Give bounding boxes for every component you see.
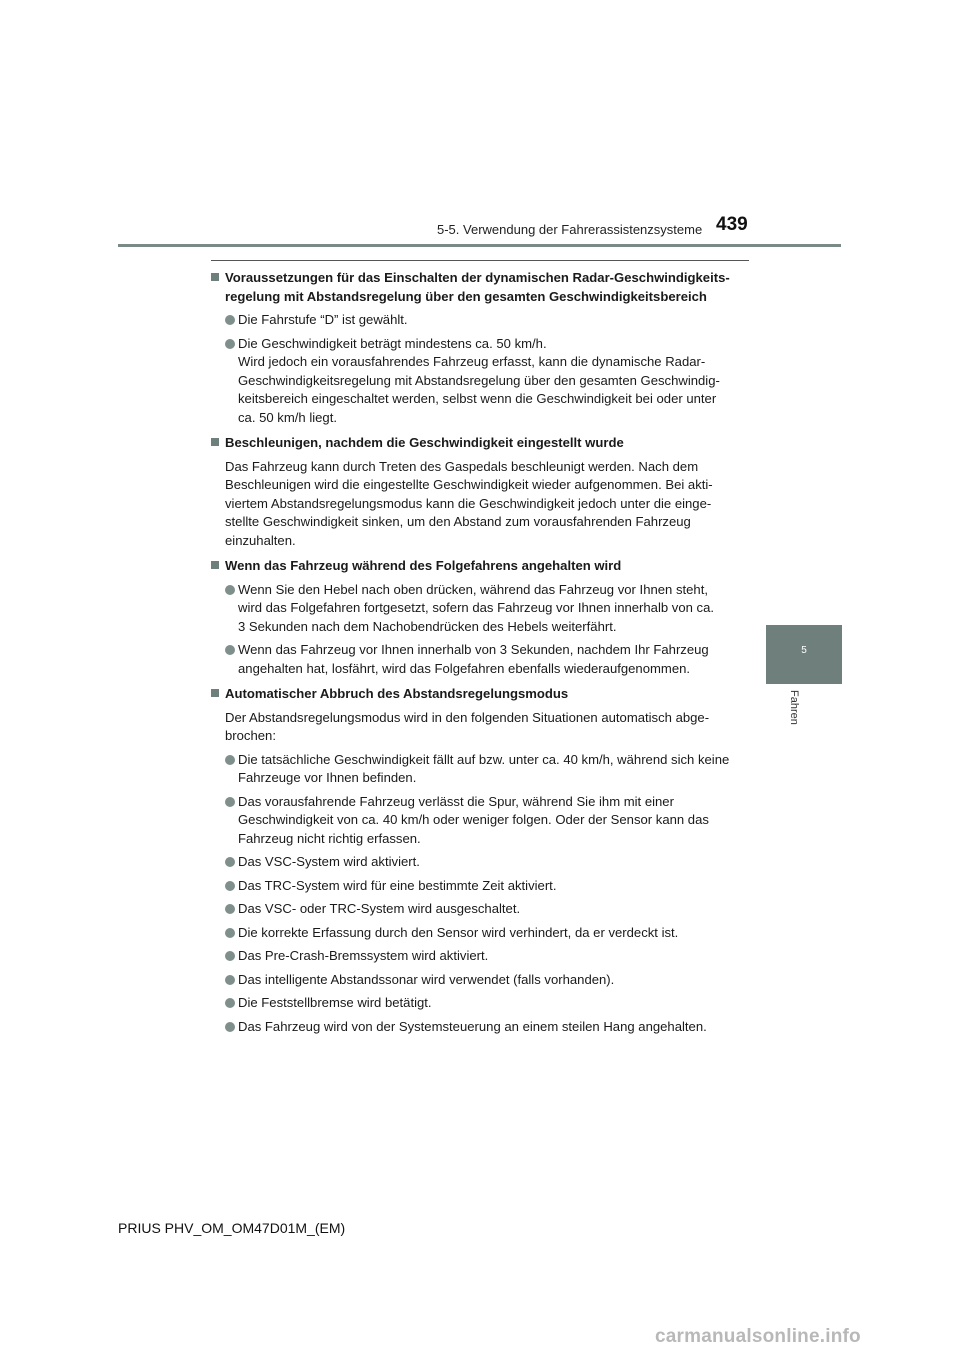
paragraph-line: Der Abstandsregelungsmodus wird in den folgenden Situationen automatisch abge- xyxy=(225,709,710,725)
bullet-dot-icon xyxy=(225,904,235,914)
bullet-item xyxy=(211,793,751,849)
bullet-item xyxy=(211,1018,751,1037)
paragraph-line: Das Fahrzeug kann durch Treten des Gaspedals beschleunigt werden. Nach dem xyxy=(225,458,699,474)
bullet-item xyxy=(211,581,751,637)
bullet-line: Das VSC- oder TRC-System wird ausgeschaltet. xyxy=(238,901,521,916)
section-heading xyxy=(211,685,751,704)
paragraph-line: einzuhalten. xyxy=(225,532,296,548)
content-section xyxy=(211,557,751,678)
bullet-dot-icon xyxy=(225,645,235,655)
content-top-rule xyxy=(211,260,749,261)
chapter-side-tab xyxy=(766,625,842,684)
bullet-line: Das TRC-System wird für eine bestimmte Zeit aktiviert. xyxy=(238,877,557,893)
bullet-dot-icon xyxy=(225,951,235,961)
header-rule xyxy=(118,244,841,247)
bullet-line: Fahrzeug nicht richtig erfassen. xyxy=(238,830,421,846)
chapter-label: Fahren xyxy=(788,690,800,725)
bullet-item xyxy=(211,751,751,788)
heading-line: Voraussetzungen für das Einschalten der dynamischen Radar-Geschwindigkeits- xyxy=(225,270,730,285)
section-heading xyxy=(211,434,751,453)
section-square-icon xyxy=(211,273,219,281)
bullet-line: Wenn Sie den Hebel nach oben drücken, während das Fahrzeug vor Ihnen steht, xyxy=(238,581,708,597)
heading-line: Beschleunigen, nachdem die Geschwindigkeit eingestellt wurde xyxy=(225,435,624,450)
bullet-item xyxy=(211,900,751,919)
bullet-dot-icon xyxy=(225,339,235,349)
bullet-line: 3 Sekunden nach dem Nachobendrücken des Hebels weiterfährt. xyxy=(238,618,617,634)
bullet-item xyxy=(211,853,751,872)
bullet-line: angehalten hat, losfährt, wird das Folgefahren ebenfalls wiederaufgenommen. xyxy=(238,660,691,676)
content-section xyxy=(211,685,751,1036)
bullet-line: Die Geschwindigkeit beträgt mindestens ca. 50 km/h. xyxy=(238,335,547,351)
bullet-item xyxy=(211,311,751,330)
page-number: 439 xyxy=(716,214,748,235)
bullet-line: Geschwindigkeitsregelung mit Abstandsregelung über den gesamten Geschwindig- xyxy=(238,372,720,388)
paragraph-line: Beschleunigen wird die eingestellte Geschwindigkeit wieder aufgenommen. Bei akti- xyxy=(225,477,713,492)
section-heading xyxy=(211,269,751,306)
bullet-line: Die Fahrstufe “D” ist gewählt. xyxy=(238,312,408,327)
section-paragraph xyxy=(211,458,751,551)
section-paragraph xyxy=(211,709,751,746)
bullet-dot-icon xyxy=(225,755,235,765)
bullet-line: ca. 50 km/h liegt. xyxy=(238,409,337,425)
bullet-line: keitsbereich eingeschaltet werden, selbst wenn die Geschwindigkeit bei oder unter xyxy=(238,391,717,406)
section-square-icon xyxy=(211,689,219,697)
content-section xyxy=(211,269,751,427)
bullet-dot-icon xyxy=(225,585,235,595)
paragraph-line: viertem Abstandsregelungsmodus kann die Geschwindigkeit jedoch unter die einge- xyxy=(225,495,712,511)
bullet-line: Wenn das Fahrzeug vor Ihnen innerhalb von 3 Sekunden, nachdem Ihr Fahrzeug xyxy=(238,642,709,657)
heading-line: Wenn das Fahrzeug während des Folgefahrens angehalten wird xyxy=(225,558,622,573)
bullet-dot-icon xyxy=(225,857,235,867)
footer-document-code: PRIUS PHV_OM_OM47D01M_(EM) xyxy=(118,1220,346,1236)
bullet-dot-icon xyxy=(225,797,235,807)
header-section-title: 5-5. Verwendung der Fahrerassistenzsysteme xyxy=(437,222,703,237)
bullet-line: Die korrekte Erfassung durch den Sensor wird verhindert, da er verdeckt ist. xyxy=(238,924,679,940)
bullet-item xyxy=(211,924,751,943)
bullet-dot-icon xyxy=(225,881,235,891)
bullet-item xyxy=(211,947,751,966)
section-heading xyxy=(211,557,751,576)
chapter-number: 5 xyxy=(801,645,807,656)
bullet-line: Das Fahrzeug wird von der Systemsteuerung an einem steilen Hang angehalten. xyxy=(238,1018,707,1034)
content-section xyxy=(211,434,751,550)
paragraph-line: stellte Geschwindigkeit sinken, um den Abstand zum vorausfahrenden Fahrzeug xyxy=(225,514,691,529)
bullet-dot-icon xyxy=(225,1022,235,1032)
bullet-item xyxy=(211,971,751,990)
paragraph-line: brochen: xyxy=(225,728,276,743)
bullet-dot-icon xyxy=(225,998,235,1008)
bullet-line: Das intelligente Abstandssonar wird verwendet (falls vorhanden). xyxy=(238,971,615,987)
section-square-icon xyxy=(211,438,219,446)
bullet-line: Fahrzeuge vor Ihnen befinden. xyxy=(238,770,417,785)
bullet-dot-icon xyxy=(225,315,235,325)
bullet-line: Die tatsächliche Geschwindigkeit fällt auf bzw. unter ca. 40 km/h, während sich keine xyxy=(238,751,730,767)
bullet-line: Das VSC-System wird aktiviert. xyxy=(238,854,420,869)
bullet-line: Die Feststellbremse wird betätigt. xyxy=(238,995,432,1010)
bullet-item xyxy=(211,335,751,428)
heading-line: regelung mit Abstandsregelung über den gesamten Geschwindigkeitsbereich xyxy=(225,288,707,304)
bullet-line: Wird jedoch ein vorausfahrendes Fahrzeug erfasst, kann die dynamische Radar- xyxy=(238,354,706,369)
bullet-dot-icon xyxy=(225,975,235,985)
bullet-item xyxy=(211,994,751,1013)
bullet-item xyxy=(211,641,751,678)
heading-line: Automatischer Abbruch des Abstandsregelungsmodus xyxy=(225,686,569,701)
section-square-icon xyxy=(211,561,219,569)
watermark: carmanualsonline.info xyxy=(655,1326,861,1347)
bullet-line: Das Pre-Crash-Bremssystem wird aktiviert. xyxy=(238,948,489,963)
bullet-item xyxy=(211,877,751,896)
page-content xyxy=(211,269,751,1043)
bullet-dot-icon xyxy=(225,928,235,938)
bullet-line: Das vorausfahrende Fahrzeug verlässt die Spur, während Sie ihm mit einer xyxy=(238,793,674,809)
bullet-line: wird das Folgefahren fortgesetzt, sofern das Fahrzeug vor Ihnen innerhalb von ca. xyxy=(238,600,715,615)
bullet-line: Geschwindigkeit von ca. 40 km/h oder weniger folgen. Oder der Sensor kann das xyxy=(238,812,709,827)
